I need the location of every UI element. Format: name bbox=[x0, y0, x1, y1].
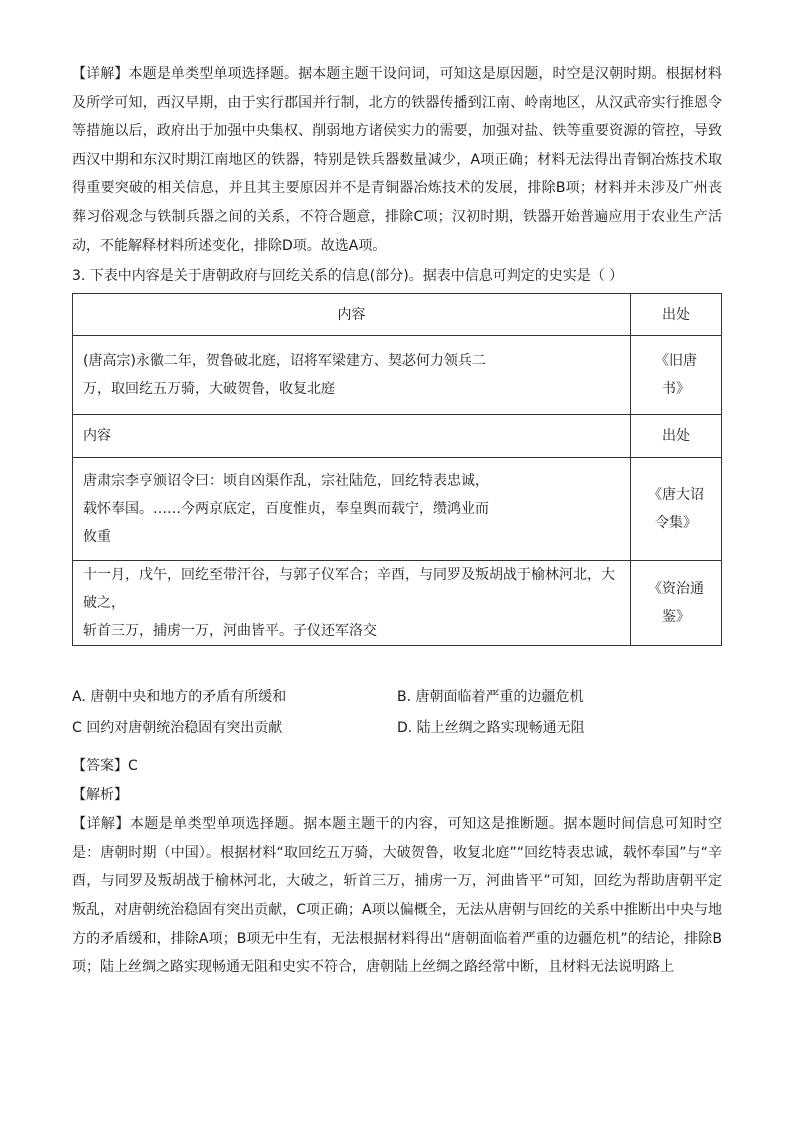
header-source: 出处 bbox=[631, 294, 722, 336]
row1-content: (唐高宗)永徽二年，贺鲁破北庭，诏将军梁建方、契苾何力领兵二 万，取回纥五万骑，大破贺鲁，收复北庭 bbox=[73, 336, 631, 415]
document-page bbox=[72, 60, 722, 982]
option-b: B. 唐朝面临着严重的边疆危机 bbox=[397, 688, 584, 705]
table-row bbox=[73, 458, 722, 561]
source-table bbox=[72, 293, 722, 646]
subheader-source: 出处 bbox=[631, 415, 722, 458]
detail-explanation: 【详解】本题是单类型单项选择题。据本题主题干的内容，可知这是推断题。据本题时间信息可知时空是：唐朝时期（中国）。根据材料“取回纥五万骑，大破贺鲁，收复北庭”“回纥特表忠诚，载怀奉国”与“辛酉，与同罗及叛胡战于榆林河北，大破之，斩首三万，捕虏一万，河曲皆平”可知，回纥为帮助唐朝平定叛乱，对唐朝统治稳固有突出贡献，C项正确；A项以偏概全，无法从唐朝与回纥的关系中推断出中央与地方的矛盾缓和，排除A项；B项无中生有，无法根据材料得出“唐朝面临着严重的边疆危机”的结论，排除B项；陆上丝绸之路实现畅通无阻和史实不符合，唐朝陆上丝绸之路经常中断，且材料无法说明路上 bbox=[72, 816, 722, 976]
table-row bbox=[73, 336, 722, 415]
option-d: D. 陆上丝绸之路实现畅通无阻 bbox=[397, 719, 585, 736]
subheader-content: 内容 bbox=[73, 415, 631, 458]
row3-source: 《资治通 鉴》 bbox=[631, 561, 722, 646]
answer-label: 【答案】C bbox=[72, 758, 138, 775]
table-subheader-row bbox=[73, 415, 722, 458]
header-content: 内容 bbox=[73, 294, 631, 336]
row1-source: 《旧唐 书》 bbox=[631, 336, 722, 415]
question-stem: 3. 下表中内容是关于唐朝政府与回纥关系的信息(部分)。据表中信息可判定的史实是（ ） bbox=[72, 268, 624, 285]
row2-source: 《唐大诏 令集》 bbox=[631, 458, 722, 561]
table-header-row bbox=[73, 294, 722, 336]
option-a: A. 唐朝中央和地方的矛盾有所缓和 bbox=[72, 688, 287, 705]
row3-content: 十一月，戊午，回纥至带汗谷，与郭子仪军合；辛酉，与同罗及叛胡战于榆林河北，大破之， 斩首三万，捕虏一万，河曲皆平。子仪还军洛交 bbox=[73, 561, 631, 646]
previous-question-detail: 【详解】本题是单类型单项选择题。据本题主题干设问词，可知这是原因题，时空是汉朝时期。根据材料及所学可知，西汉早期，由于实行郡国并行制，北方的铁器传播到江南、岭南地区，从汉武帝实行推恩令等措施以后，政府出于加强中央集权、削弱地方诸侯实力的需要，加强对盐、铁等重要资源的管控，导致西汉中期和东汉时期江南地区的铁器，特别是铁兵器数量减少，A项正确；材料无法得出青铜冶炼技术取得重要突破的相关信息，并且其主要原因并不是青铜器冶炼技术的发展，排除B项；材料并未涉及广州丧葬习俗观念与铁制兵器之间的关系，不符合题意，排除C项；汉初时期，铁器开始普遍应用于农业生产活动，不能解释材料所述变化，排除D项。故选A项。 bbox=[72, 66, 722, 254]
answer-options bbox=[72, 680, 722, 742]
table-row bbox=[73, 561, 722, 646]
row2-content: 唐肃宗李亨颁诏令曰：顷自凶渠作乱，宗社陆危，回纥特表忠诚， 载怀奉国。……今两京底定，百度惟贞，奉皇舆而载宁，缵鸿业而 攸重 bbox=[73, 458, 631, 561]
option-c: C 回约对唐朝统治稳固有突出贡献 bbox=[72, 719, 283, 736]
analysis-label: 【解析】 bbox=[72, 787, 128, 804]
